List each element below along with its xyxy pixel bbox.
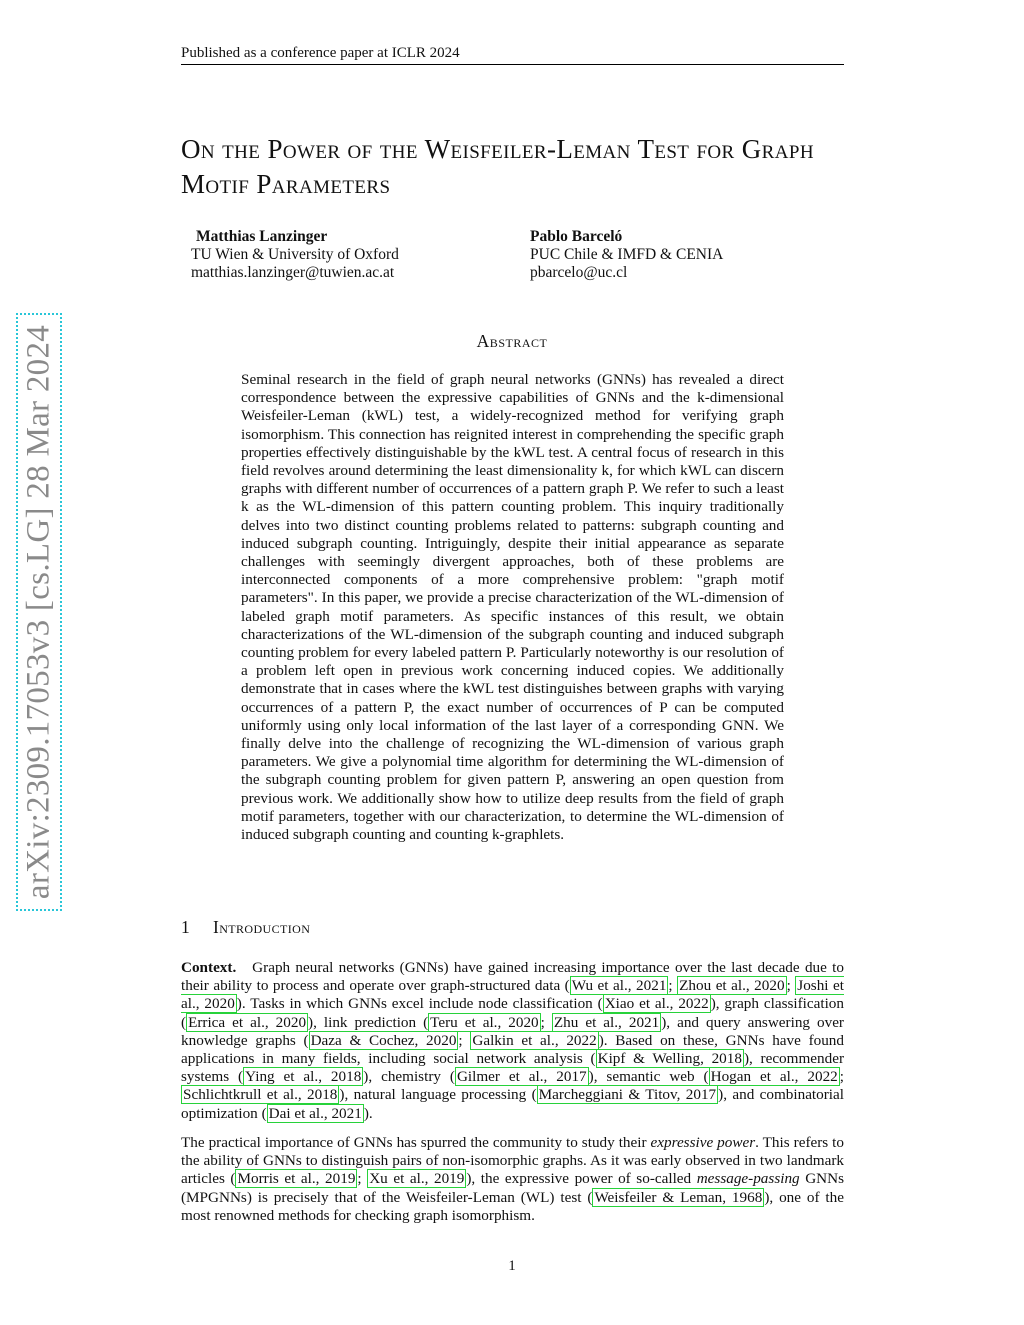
text-run: ), graph classification ( (181, 995, 844, 1031)
author-name: Pablo Barceló (530, 228, 623, 245)
author-name: Matthias Lanzinger (196, 228, 328, 245)
citation-link[interactable]: Hogan et al., 2022 (710, 1068, 838, 1086)
text-run: ), and combinatorial optimization ( (181, 1086, 844, 1122)
section-number: 1 (181, 917, 191, 937)
citation-link[interactable]: Zhu et al., 2021 (553, 1013, 660, 1031)
citation-link[interactable]: Schlichtkrull et al., 2018 (183, 1086, 338, 1104)
paragraph-label: Context. (181, 959, 237, 976)
arxiv-identifier: arXiv:2309.17053v3 [cs.LG] 28 Mar 2024 (20, 324, 57, 900)
author-block-2 (530, 228, 723, 282)
author-affiliation: PUC Chile & IMFD & CENIA (530, 246, 724, 263)
author-email: matthias.lanzinger@tuwien.ac.at (191, 264, 395, 281)
author-affiliation: TU Wien & University of Oxford (191, 246, 399, 263)
citation-link[interactable]: Errica et al., 2020 (188, 1013, 307, 1031)
citation-link[interactable]: Marcheggiani & Titov, 2017 (538, 1086, 717, 1104)
emphasis: message-passing (696, 1170, 800, 1188)
abstract-text: Seminal research in the field of graph neural networks (GNNs) has revealed a direct correspondence between the expressive capabilities of GNNs and the k-dimensional Weisfeiler-Leman (kWL) test, a widely-recognized method for verifying graph isomorphism. This connection has reignited interest in comprehending the specific graph properties effectively distinguishable by the kWL test. A central focus of research in this field revolves around determining the least dimensionality k, for which kWL can discern graphs with different number of occurrences of a pattern graph P. We refer to such a least k as the WL-dimension of this pattern counting problem. This inquiry traditionally delves into two distinct counting problems related to patterns: subgraph counting and induced subgraph counting. Intriguingly, despite their initial appearance as separate challenges with seemingly divergent approaches, both of these problems are interconnected components of a more comprehensive problem: "graph motif parameters". In this paper, we provide a precise characterization of the WL-dimension of labeled graph motif parameters. As specific instances of this result, we obtain characterizations of the WL-dimension of the subgraph counting and induced subgraph counting problem for every labeled pattern P. Particularly noteworthy is our resolution of a problem left open in previous work concerning induced copies. We additionally demonstrate that in cases where the kWL test distinguishes between graphs with varying occurrences of a pattern P, the exact number of occurrences of P can be computed uniformly using only local information of the last layer of a corresponding GNN. We finally delve into the challenge of recognizing the WL-dimension of various graph parameters. We give a polynomial time algorithm for determining the WL-dimension of the subgraph counting problem for given pattern P, answering an open question from previous work. We additionally show how to utilize deep results from the field of graph motif parameters, together with our characterization, to determine the WL-dimension of induced subgraph counting and counting k-graphlets. (241, 371, 784, 844)
author-block-1 (191, 228, 399, 282)
text-run: ), chemistry ( (363, 1068, 455, 1086)
text-run: GNNs (MPGNNs) is precisely that of the Weisfeiler-Leman (WL) test ( (181, 1170, 845, 1206)
citation-link[interactable]: Zhou et al., 2020 (679, 977, 785, 995)
text-run: Graph neural networks (GNNs) have gained increasing importance over the last decade due to their ability to process and operate over graph-structured data ( (181, 959, 844, 995)
citation-link[interactable]: Weisfeiler & Leman, 1968 (594, 1188, 763, 1206)
paragraph-expressive-power: The practical importance of GNNs has spurred the community to study their expressive power. This refers to the ability of GNNs to distinguish pairs of non-isomorphic graphs. As it was early observed in two landmark articles ( Morris et al., 2019 ; Xu et al., 2019 ), the expressive power of so-called message-passing GNNs (MPGNNs) is precisely that of the Weisfeiler-Leman (WL) test ( Weisfeiler & Leman, 1968 ), one of the most renowned methods for checking graph isomorphism. (181, 1134, 845, 1224)
text-run: ). Tasks in which GNNs excel include node classification ( (236, 995, 603, 1013)
text-run: ), natural language processing ( (339, 1086, 537, 1104)
text-run: ), link prediction ( (308, 1013, 429, 1031)
section-title: Introduction (213, 917, 311, 937)
citation-link[interactable]: Ying et al., 2018 (245, 1068, 362, 1086)
citation-link[interactable]: Xiao et al., 2022 (604, 995, 709, 1013)
text-run: ). (363, 1104, 373, 1122)
text-run: The practical importance of GNNs has spurred the community to study their (181, 1134, 651, 1151)
citation-link[interactable]: Daza & Cochez, 2020 (310, 1031, 457, 1049)
text-run: ), semantic web ( (588, 1068, 709, 1086)
author-email: pbarcelo@uc.cl (530, 264, 628, 281)
citation-link[interactable]: Galkin et al., 2022 (472, 1031, 597, 1049)
citation-link[interactable]: Morris et al., 2019 (237, 1170, 356, 1188)
text-run: . This refers to the ability of GNNs to distinguish pairs of non-isomorphic graphs. As it was early observed in two landmark articles ( (181, 1134, 844, 1188)
text-run: ), one of the most renowned methods for checking graph isomorphism. (181, 1188, 844, 1224)
abstract-heading: Abstract (476, 331, 548, 351)
running-header: Published as a conference paper at ICLR 2024 (181, 44, 844, 65)
page-number: 1 (508, 1258, 516, 1274)
citation-link[interactable]: Kipf & Welling, 2018 (597, 1050, 742, 1068)
citation-link[interactable]: Dai et al., 2021 (268, 1104, 362, 1122)
citation-link[interactable]: Gilmer et al., 2017 (456, 1068, 587, 1086)
text-run: ). Based on these, GNNs have found applications in many fields, including social network analysis ( (181, 1031, 844, 1068)
citation-link[interactable]: Joshi et al., 2020 (181, 977, 844, 1013)
emphasis: expressive power (650, 1134, 756, 1151)
text-run: ), and query answering over knowledge graphs ( (181, 1013, 844, 1049)
paragraph-context: Context. Graph neural networks (GNNs) have gained increasing importance over the last decade due to their ability to process and operate over graph-structured data ( Wu et al., 2021 ; Zhou et al., 2020 ; Joshi et al., 2020 ). Tasks in which GNNs excel include node classification ( Xiao et al., 2022 ), graph classification ( Errica et al., 2020 ), link prediction ( Teru et al., 2020 ; Zhu et al., 2021 ), and query answering over knowledge graphs ( Daza & Cochez, 2020 ; Galkin et al., 2022 ). Based on these, GNNs have found applications in many fields, including social network analysis ( Kipf & Welling, 2018 ), recommender systems ( Ying et al., 2018 ), chemistry ( Gilmer et al., 2017 ), semantic web ( Hogan et al., 2022 ; Schlichtkrull et al., 2018 ), natural language processing ( Marcheggiani & Titov, 2017 ), and combinatorial optimization ( Dai et al., 2021 ). (181, 959, 845, 1122)
citation-link[interactable]: Teru et al., 2020 (430, 1013, 539, 1031)
citation-link[interactable]: Xu et al., 2019 (369, 1170, 465, 1188)
paper-title: On the Power of the Weisfeiler-Leman Test for Graph Motif Parameters (181, 134, 814, 199)
arxiv-stamp[interactable] (16, 313, 62, 911)
citation-link[interactable]: Wu et al., 2021 (571, 977, 667, 995)
section-heading (181, 917, 310, 938)
text-run: ), the expressive power of so-called (466, 1170, 697, 1188)
text-run: ), recommender systems ( (181, 1050, 845, 1086)
